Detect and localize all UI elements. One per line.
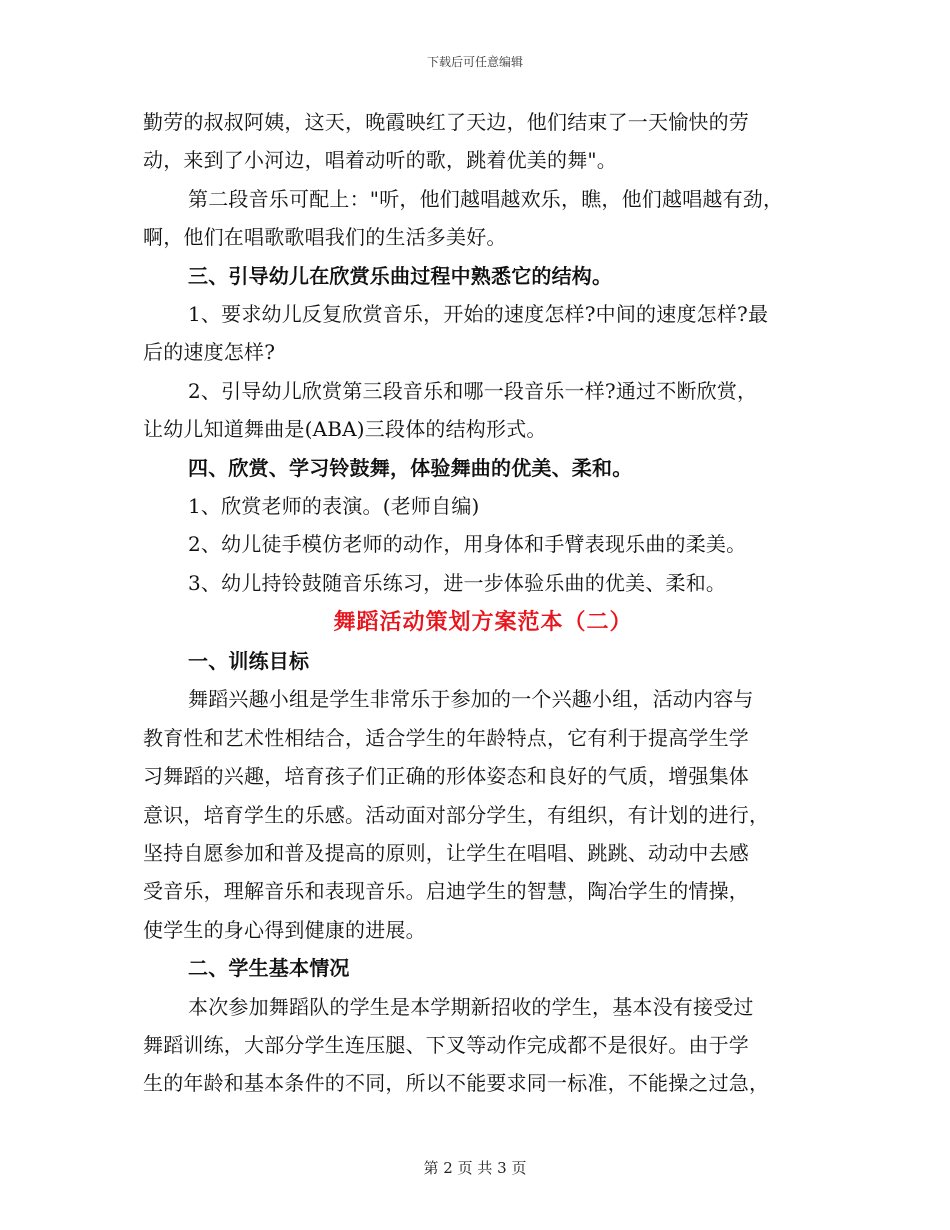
paragraph-line: 坚持自愿参加和普及提高的原则，让学生在唱唱、跳跳、动动中去感 bbox=[143, 841, 749, 866]
paragraph-line: 教育性和艺术性相结合，适合学生的年龄特点，它有利于提高学生学 bbox=[143, 725, 749, 750]
section-heading: 四、欣赏、学习铃鼓舞，体验舞曲的优美、柔和。 bbox=[188, 455, 633, 480]
section-heading: 三、引导幼儿在欣赏乐曲过程中熟悉它的结构。 bbox=[188, 263, 613, 288]
paragraph-line: 3、幼儿持铃鼓随音乐练习，进一步体验乐曲的优美、柔和。 bbox=[188, 570, 727, 595]
paragraph-line: 1、欣赏老师的表演。(老师自编) bbox=[188, 493, 480, 518]
paragraph-line: 勤劳的叔叔阿姨，这天，晚霞映红了天边，他们结束了一天愉快的劳 bbox=[143, 110, 749, 134]
paragraph-line: 受音乐，理解音乐和表现音乐。启迪学生的智慧，陶冶学生的情操， bbox=[143, 879, 749, 904]
paragraph-line: 啊，他们在唱歌歌唱我们的生活多美好。 bbox=[143, 225, 507, 250]
paragraph-line: 舞蹈兴趣小组是学生非常乐于参加的一个兴趣小组，活动内容与 bbox=[188, 687, 754, 712]
paragraph-line: 第二段音乐可配上："听，他们越唱越欢乐，瞧，他们越唱越有劲， bbox=[188, 186, 784, 211]
paragraph-line: 生的年龄和基本条件的不同，所以不能要求同一标准，不能操之过急， bbox=[143, 1071, 770, 1096]
paragraph-line: 本次参加舞蹈队的学生是本学期新招收的学生，基本没有接受过 bbox=[188, 994, 754, 1019]
section-title: 舞蹈活动策划方案范本（二） bbox=[333, 609, 633, 636]
paragraph-line: 后的速度怎样? bbox=[143, 340, 276, 365]
paragraph-line: 使学生的身心得到健康的进展。 bbox=[143, 917, 426, 942]
paragraph-line: 2、引导幼儿欣赏第三段音乐和哪一段音乐一样?通过不断欣赏， bbox=[188, 378, 758, 403]
section-heading: 一、训练目标 bbox=[188, 649, 310, 674]
paragraph-line: 动，来到了小河边，唱着动听的歌，跳着优美的舞"。 bbox=[143, 148, 617, 173]
section-heading: 二、学生基本情况 bbox=[188, 956, 350, 981]
paragraph-line: 习舞蹈的兴趣，培育孩子们正确的形体姿态和良好的气质，增强集体 bbox=[143, 764, 749, 789]
page-header-note: 下载后可任意编辑 bbox=[426, 55, 523, 69]
paragraph-line: 让幼儿知道舞曲是(ABA)三段体的结构形式。 bbox=[143, 417, 547, 442]
paragraph-line: 2、幼儿徒手模仿老师的动作，用身体和手臂表现乐曲的柔美。 bbox=[188, 532, 747, 557]
paragraph-line: 舞蹈训练，大部分学生连压腿、下叉等动作完成都不是很好。由于学 bbox=[143, 1032, 749, 1057]
page-footer-number: 第 2 页 共 3 页 bbox=[423, 1159, 527, 1177]
paragraph-line: 1、要求幼儿反复欣赏音乐，开始的速度怎样?中间的速度怎样?最 bbox=[188, 301, 769, 326]
paragraph-line: 意识，培育学生的乐感。活动面对部分学生，有组织，有计划的进行， bbox=[143, 802, 770, 827]
document-body bbox=[143, 103, 823, 1103]
